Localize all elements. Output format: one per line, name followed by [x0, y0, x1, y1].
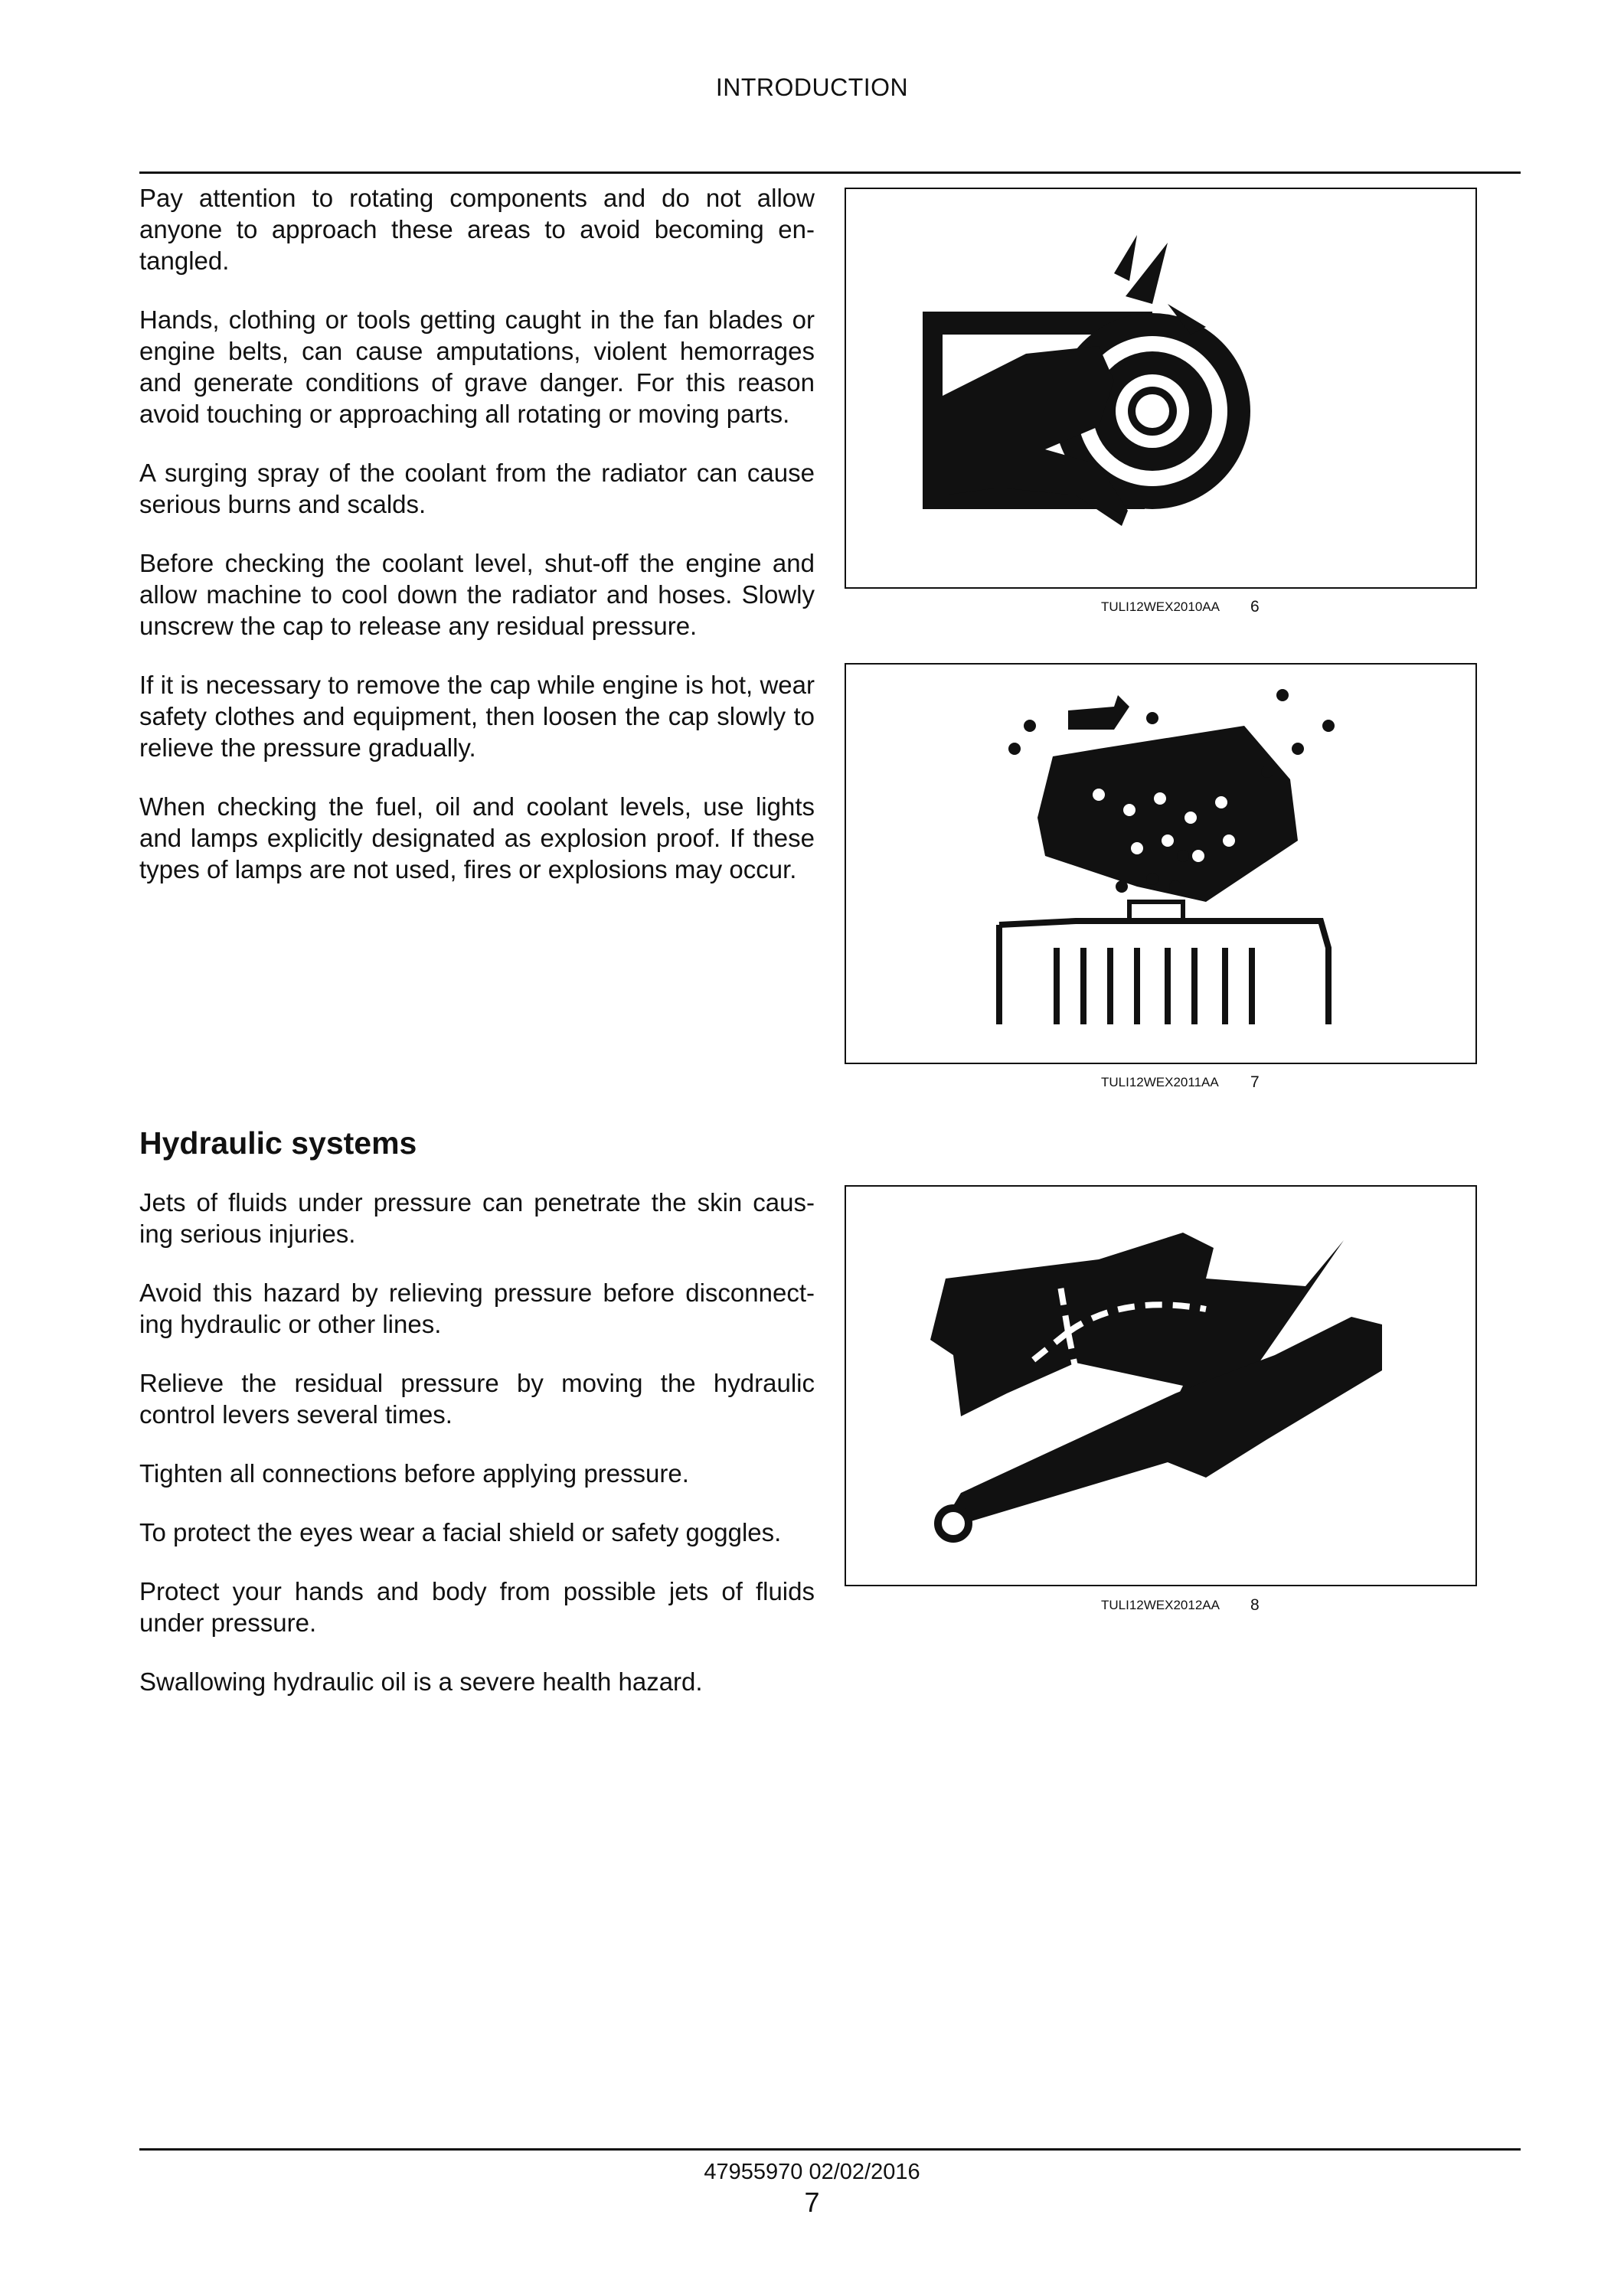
footer-rule — [139, 2148, 1521, 2151]
paragraph: To protect the eyes wear a facial shield or safety goggles. — [139, 1518, 782, 1546]
figure-number: 7 — [1250, 1073, 1260, 1091]
figure-code: TULI12WEX2011AA — [1101, 1075, 1219, 1089]
figure-7 — [845, 663, 1477, 1064]
page-header-title: INTRODUCTION — [715, 73, 909, 101]
paragraph: Avoid this hazard by relieving pressure before disconnect-ing hydraulic or other lines. — [139, 1279, 815, 1338]
page-number: 7 — [804, 2187, 820, 2218]
paragraph: Jets of fluids under pressure can penetrate the skin caus-ing serious injuries. — [139, 1188, 815, 1248]
section-heading-hydraulic-systems: Hydraulic systems — [139, 1125, 417, 1161]
section-rotating-parts — [139, 182, 815, 913]
figure-number: 6 — [1250, 598, 1260, 616]
figure-code: TULI12WEX2010AA — [1101, 599, 1220, 614]
paragraph: When checking the fuel, oil and coolant levels, use lights and lamps explicitly designated as explosion proof. If these types of lamps are not used, fires or explosions may occur. — [139, 792, 815, 883]
figure-number: 8 — [1250, 1596, 1260, 1614]
rotating-belt-entanglement-icon — [846, 189, 1475, 587]
footer-document-id: 47955970 02/02/2016 — [704, 2160, 920, 2184]
paragraph: Swallowing hydraulic oil is a severe health hazard. — [139, 1667, 703, 1696]
figure-8-caption — [1101, 1596, 1260, 1614]
paragraph: Tighten all connections before applying pressure. — [139, 1459, 689, 1488]
paragraph: Relieve the residual pressure by moving the hydraulic control levers several times. — [139, 1369, 815, 1429]
paragraph: Protect your hands and body from possible jets of fluids under pressure. — [139, 1577, 815, 1637]
figure-6 — [845, 188, 1477, 589]
hot-coolant-spray-icon — [846, 665, 1475, 1063]
figure-code: TULI12WEX2012AA — [1101, 1598, 1220, 1612]
section-hydraulic-systems — [139, 1187, 815, 1725]
high-pressure-fluid-injection-icon — [846, 1187, 1475, 1585]
paragraph: Hands, clothing or tools getting caught in the fan blades or engine belts, can cause amputations, violent hemorrages and generate conditions of grave danger. For this reason avoid touching or approaching all rotating or moving parts. — [139, 305, 815, 428]
header-rule — [139, 171, 1521, 174]
paragraph: Before checking the coolant level, shut-off the engine and allow machine to cool down the radiator and hoses. Slowly unscrew the cap to release any residual pressure. — [139, 549, 815, 640]
paragraph: A surging spray of the coolant from the radiator can cause serious burns and scalds. — [139, 459, 815, 518]
paragraph: If it is necessary to remove the cap while engine is hot, wear safety clothes and equipment, then loosen the cap slowly to relieve the pressure gradually. — [139, 671, 815, 762]
figure-8 — [845, 1185, 1477, 1586]
paragraph: Pay attention to rotating components and do not allow anyone to approach these areas to avoid becoming en-tangled. — [139, 184, 815, 275]
figure-7-caption — [1101, 1073, 1260, 1091]
figure-6-caption — [1101, 598, 1260, 616]
